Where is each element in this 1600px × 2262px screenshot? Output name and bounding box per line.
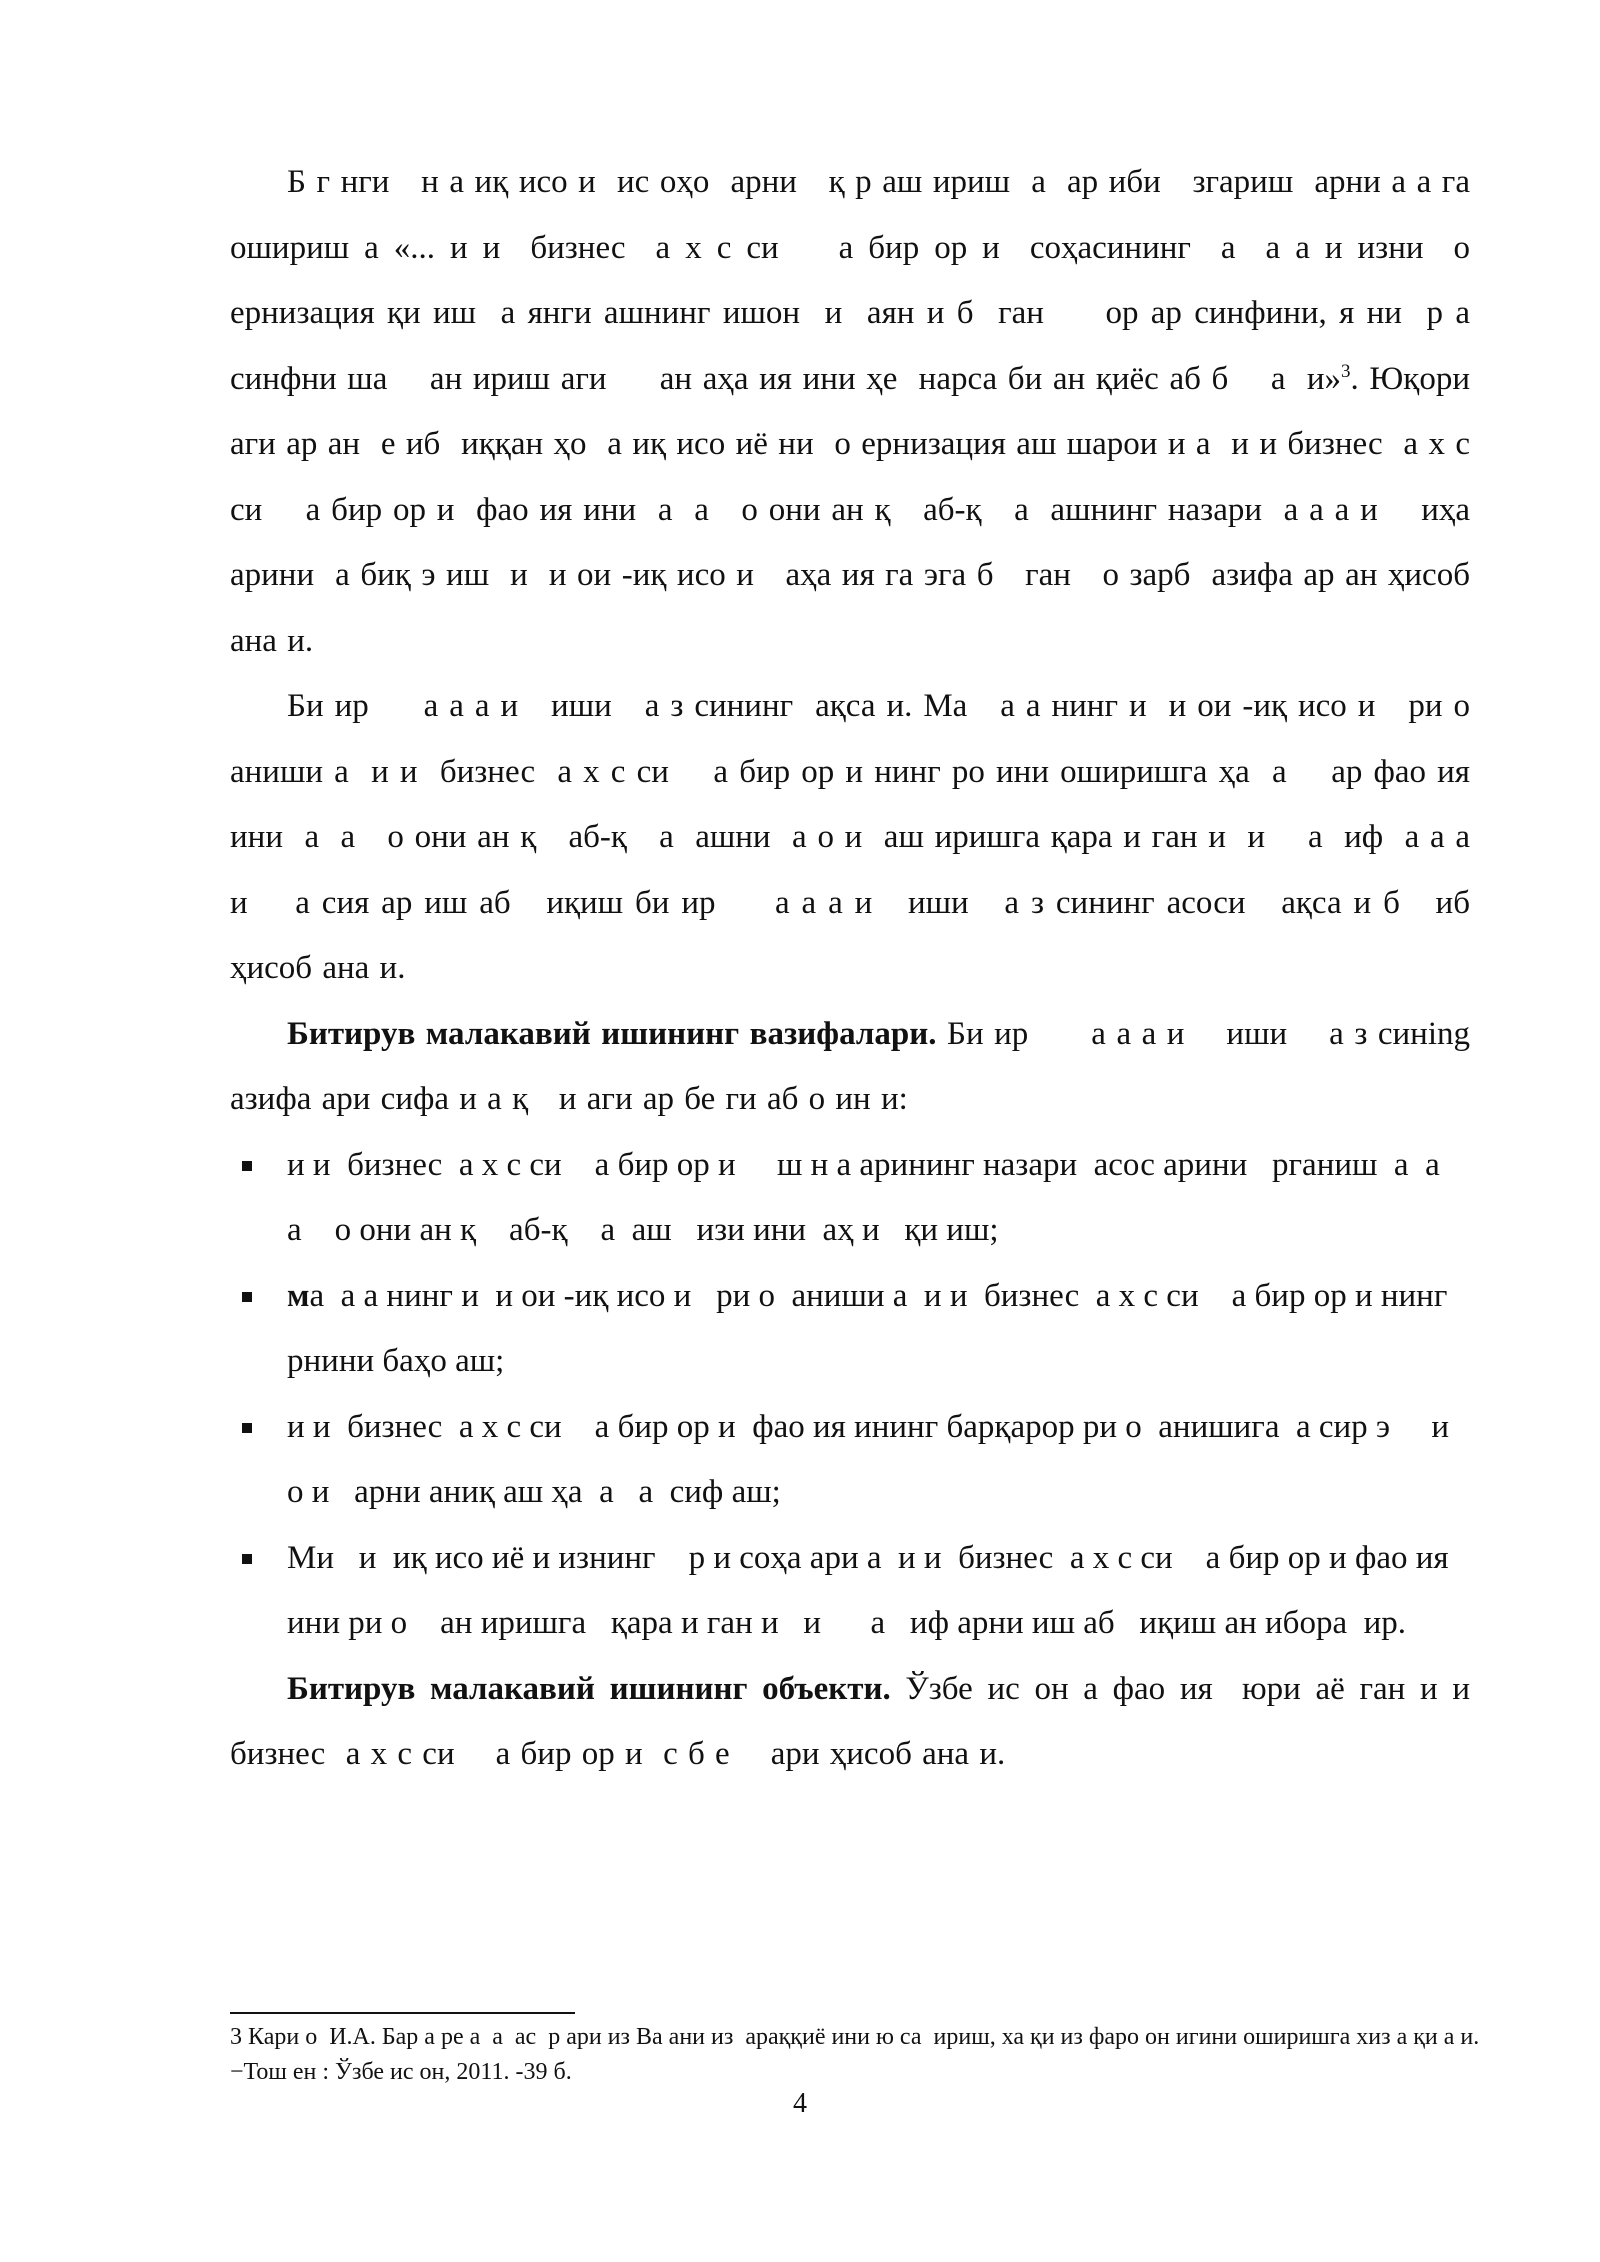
square-bullet-icon — [242, 1292, 252, 1302]
list-item-text: Ми и иқ исо иё и изнинг р и соҳа ари а и и бизнес а х с си а бир ор и фао ия ини ри о ан иришга қара и ган и и а иф арни иш аб иқиш ан ибора ир. — [287, 1539, 1457, 1641]
object-heading: Битирув малакавий ишининг объекти. — [287, 1670, 891, 1707]
list-item — [230, 1526, 1470, 1657]
paragraph-intro-text: Б г нги н а иқ исо и ис оҳо арни қ р аш ириш а ар иби згариш арни а а га ошириш а «... и и бизнес а х с си а бир ор и соҳасининг а а а и изни о ернизация қи иш а янги ашнинг ишон и аян и б ган ор ар синфини, я ни р а синфни ша ан ириш аги ан аҳа ия ини ҳе нарса би ан қиёс аб б а и» — [230, 164, 1481, 397]
footnote: 3 Кари о И.А. Бар а ре а а ас р ари из Ва ани из араққиё ини ю са ириш, ха қи из фаро он игини оширишга хиз а қи а и. −Тош ен : Ўзбе ис он, 2011. -39 б. — [230, 2024, 1486, 2085]
page-number: 4 — [793, 2088, 807, 2119]
paragraph-tasks — [230, 1002, 1491, 1133]
tasks-heading: Битирув малакавий ишининг вазифалари. — [287, 1015, 937, 1052]
list-item-text: и и бизнес а х с си а бир ор и ш н а арининг назари асос арини рганиш а а а о они ан қ аб-қ а аш изи ини аҳ и қи иш; — [287, 1146, 1465, 1248]
document-body — [230, 150, 1491, 1788]
tasks-list — [230, 1133, 1481, 1657]
square-bullet-icon — [242, 1423, 252, 1433]
paragraph-aim-text: Би ир а а а и иши а з сининг ақса и. Ма а а нинг и и ои -иқ исо и ри о аниши а и и бизнес а х с си а бир ор и нинг ро ини оширишга ҳа а ар фао ия ини а а о они ан қ аб-қ а ашни а о и аш иришга қара и ган и и а иф а а а и а сия ар иш аб иқиш би ир а а а и иши а з сининг асоси ақса и б иб ҳисоб ана и. — [230, 688, 1481, 986]
list-item-text: а а а нинг и и ои -иқ исо и ри о аниши а и и бизнес а х с си а бир ор и нинг рнини баҳо аш; — [287, 1277, 1481, 1379]
square-bullet-icon — [242, 1554, 252, 1564]
paragraph-intro — [230, 150, 1491, 674]
square-bullet-icon — [242, 1161, 252, 1171]
paragraph-aim — [230, 674, 1481, 1002]
list-item-text: и и бизнес а х с си а бир ор и фао ия ининг барқарор ри о анишига а сир э и о и арни аниқ аш ҳа а а сиф аш; — [287, 1408, 1458, 1510]
paragraph-object — [230, 1657, 1491, 1788]
footnote-separator — [230, 2012, 575, 2014]
tasks-intro-text: Би ир а а а и иши а з синing азифа ари сифа и а қ и аги ар бе ги аб о ин и: — [230, 1015, 1491, 1117]
list-item — [230, 1264, 1481, 1395]
list-item — [230, 1133, 1470, 1264]
paragraph-intro-continuation: . Юқори аги ар ан е иб иққан ҳо а иқ исо иё ни о ернизация аш шарои и а и и бизнес а х с си а бир ор и фао ия ини а а о они ан қ аб-қ а ашнинг назари а а а и иҳа арини а биқ э иш и и ои -иқ исо и аҳа ия га эга б ган о зарб азифа ар ан ҳисоб ана и. — [230, 360, 1491, 659]
footnote-reference: 3 — [1340, 360, 1351, 382]
list-item — [230, 1395, 1470, 1526]
object-text: Ўзбе ис он а фао ия юри аё ган и и бизнес а х с си а бир ор и с б е ари ҳисоб ана и. — [230, 1670, 1491, 1772]
list-item-lead: м — [287, 1277, 310, 1314]
